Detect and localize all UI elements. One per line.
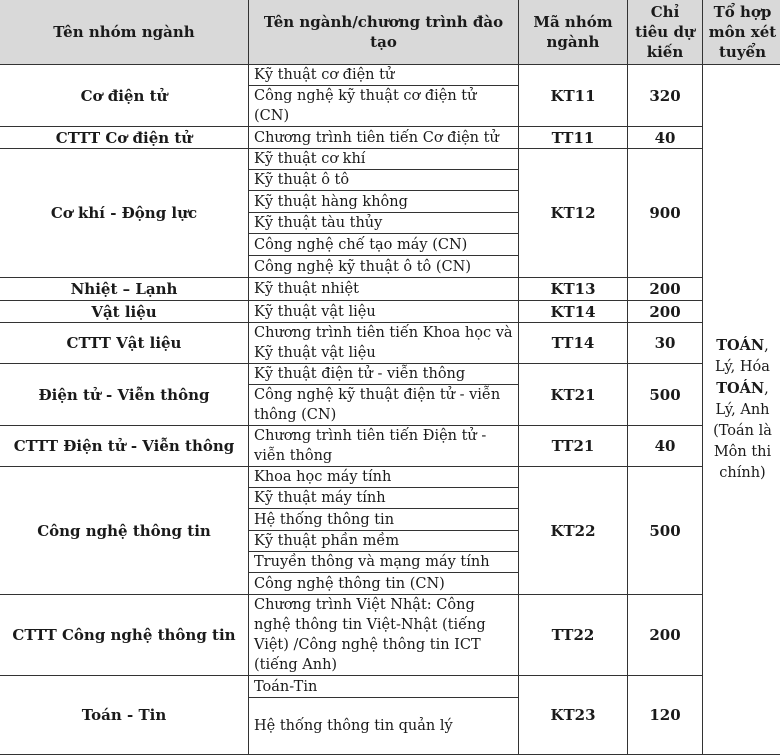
group-name-cell: CTTT Điện tử - Viễn thông (0, 426, 249, 467)
quota-cell: 320 (628, 65, 703, 127)
program-name-cell: Kỹ thuật phần mềm (249, 531, 519, 552)
header-quota: Chỉ tiêu dự kiến (628, 0, 703, 65)
program-name-cell: Kỹ thuật điện tử - viễn thông (249, 364, 519, 385)
group-name-cell: Công nghệ thông tin (0, 467, 249, 595)
group-code-cell: KT23 (519, 676, 628, 755)
group-name-cell: Điện tử - Viễn thông (0, 364, 249, 426)
group-name-cell: Vật liệu (0, 301, 249, 323)
table-row (0, 364, 780, 385)
program-name-cell: Công nghệ kỹ thuật cơ điện tử (CN) (249, 86, 519, 127)
program-name-cell: Kỹ thuật vật liệu (249, 301, 519, 323)
group-code-cell: KT21 (519, 364, 628, 426)
group-name-cell: Cơ khí - Động lực (0, 149, 249, 278)
combo-1-emphasis: TOÁN (716, 337, 764, 354)
program-name-cell: Kỹ thuật cơ điện tử (249, 65, 519, 86)
combo-2-rest: , Lý, Anh (715, 381, 769, 418)
program-name-cell: Công nghệ kỹ thuật ô tô (CN) (249, 256, 519, 278)
program-name-cell: Công nghệ chế tạo máy (CN) (249, 234, 519, 256)
quota-cell: 120 (628, 676, 703, 755)
header-program: Tên ngành/chương trình đào tạo (249, 0, 519, 65)
program-name-cell: Kỹ thuật ô tô (249, 170, 519, 191)
combo-2-emphasis: TOÁN (716, 380, 764, 397)
quota-cell: 30 (628, 323, 703, 364)
group-name-cell: Toán - Tin (0, 676, 249, 755)
quota-cell: 200 (628, 301, 703, 323)
group-code-cell: TT14 (519, 323, 628, 364)
table-row (0, 301, 780, 323)
program-name-cell: Kỹ thuật tàu thủy (249, 213, 519, 234)
program-name-cell: Khoa học máy tính (249, 467, 519, 488)
program-name-cell: Truyền thông và mạng máy tính (249, 552, 519, 573)
program-name-cell: Chương trình Việt Nhật: Công nghệ thông tin Việt-Nhật (tiếng Việt) /Công nghệ thông tin ICT (tiếng Anh) (249, 595, 519, 676)
header-group: Tên nhóm ngành (0, 0, 249, 65)
quota-cell: 200 (628, 595, 703, 676)
program-name-cell: Chương trình tiên tiến Cơ điện tử (249, 127, 519, 149)
table-row (0, 595, 780, 676)
table-row (0, 127, 780, 149)
program-name-cell: Hệ thống thông tin quản lý (249, 698, 519, 755)
program-name-cell: Kỹ thuật nhiệt (249, 278, 519, 301)
group-code-cell: KT12 (519, 149, 628, 278)
table-body (0, 65, 780, 755)
quota-cell: 40 (628, 127, 703, 149)
subject-combination-cell (703, 65, 780, 755)
program-name-cell: Chương trình tiên tiến Khoa học và Kỹ thuật vật liệu (249, 323, 519, 364)
combo-note: (Toán là Môn thi chính) (713, 423, 772, 481)
group-code-cell: KT14 (519, 301, 628, 323)
group-name-cell: CTTT Công nghệ thông tin (0, 595, 249, 676)
group-code-cell: TT11 (519, 127, 628, 149)
program-name-cell: Công nghệ kỹ thuật điện tử - viễn thông (CN) (249, 385, 519, 426)
quota-cell: 200 (628, 278, 703, 301)
combo-1-rest: , Lý, Hóa (715, 338, 770, 375)
group-name-cell: CTTT Vật liệu (0, 323, 249, 364)
quota-cell: 500 (628, 467, 703, 595)
program-name-cell: Hệ thống thông tin (249, 509, 519, 531)
program-name-cell: Kỹ thuật hàng không (249, 191, 519, 213)
program-name-cell: Kỹ thuật cơ khí (249, 149, 519, 170)
table-row (0, 426, 780, 467)
table-row (0, 676, 780, 698)
quota-cell: 900 (628, 149, 703, 278)
group-code-cell: KT13 (519, 278, 628, 301)
group-name-cell: CTTT Cơ điện tử (0, 127, 249, 149)
table-row (0, 467, 780, 488)
group-code-cell: KT22 (519, 467, 628, 595)
table-row (0, 278, 780, 301)
table-row (0, 149, 780, 170)
table-row (0, 323, 780, 364)
program-name-cell: Chương trình tiên tiến Điện tử - viễn thông (249, 426, 519, 467)
group-name-cell: Nhiệt – Lạnh (0, 278, 249, 301)
group-code-cell: KT11 (519, 65, 628, 127)
program-name-cell: Toán-Tin (249, 676, 519, 698)
quota-cell: 40 (628, 426, 703, 467)
program-name-cell: Công nghệ thông tin (CN) (249, 573, 519, 595)
header-row (0, 0, 780, 65)
group-code-cell: TT21 (519, 426, 628, 467)
group-name-cell: Cơ điện tử (0, 65, 249, 127)
program-name-cell: Kỹ thuật máy tính (249, 488, 519, 509)
header-code: Mã nhóm ngành (519, 0, 628, 65)
group-code-cell: TT22 (519, 595, 628, 676)
quota-cell: 500 (628, 364, 703, 426)
header-combo: Tổ hợp môn xét tuyển (703, 0, 780, 65)
table-row (0, 65, 780, 86)
